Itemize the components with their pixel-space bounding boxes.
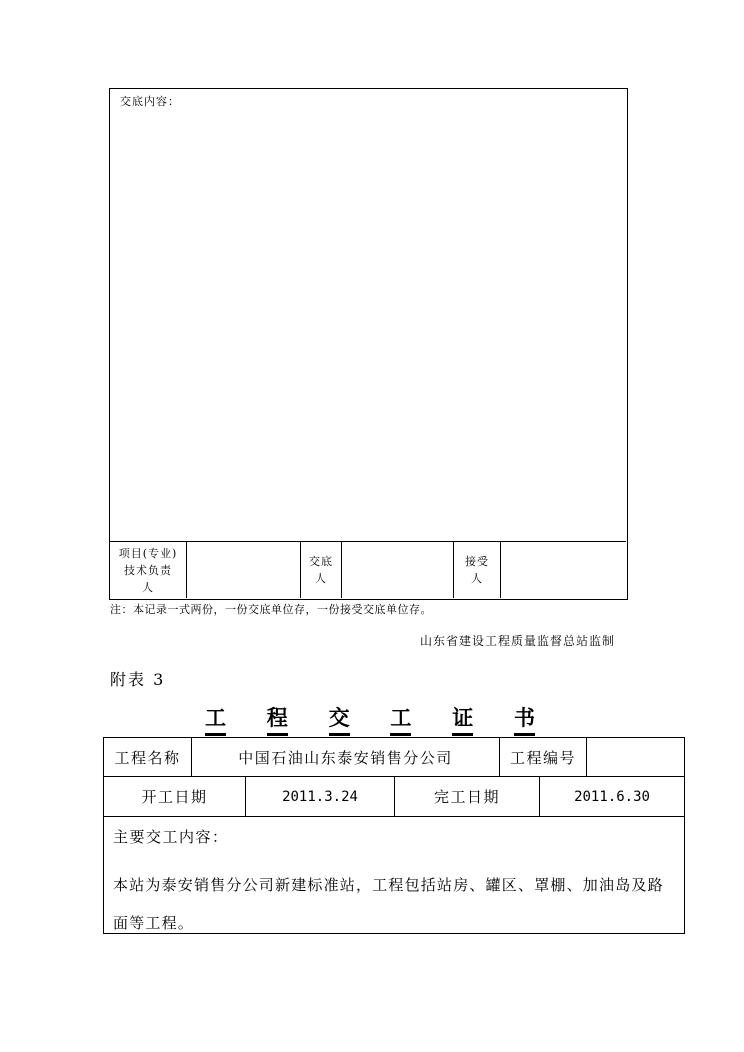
project-number-label: 工程编号 <box>509 748 576 767</box>
handover-record-table <box>109 88 628 600</box>
handover-content-label: 交底内容： <box>120 95 180 108</box>
title-char: 书 <box>514 702 535 736</box>
project-tech-lead-label-line: 人 <box>142 580 154 594</box>
completion-date-value: 2011.6.30 <box>574 788 650 805</box>
project-tech-lead-label-line: 项目(专业) <box>118 546 178 560</box>
row-divider <box>104 816 684 817</box>
signature-row <box>110 541 626 598</box>
main-content-label: 主要交工内容： <box>113 828 229 846</box>
project-name-value: 中国石油山东泰安销售分公司 <box>238 748 453 767</box>
handover-person-label <box>301 542 341 598</box>
completion-certificate-table <box>103 737 685 934</box>
receiver-signature-cell[interactable] <box>501 542 626 598</box>
title-char: 证 <box>452 702 473 736</box>
project-number-value[interactable] <box>587 738 684 776</box>
title-char: 交 <box>329 702 350 736</box>
start-date-label: 开工日期 <box>141 788 208 806</box>
receiver-label-line: 接受 <box>465 555 489 568</box>
project-tech-lead-label-line: 技术负责 <box>124 563 172 577</box>
issuer-line: 山东省建设工程质量监督总站监制 <box>420 634 616 648</box>
title-char: 工 <box>390 702 411 736</box>
project-tech-lead-label <box>110 542 186 598</box>
title-char: 工 <box>205 702 226 736</box>
handover-person-label-line: 交底 <box>309 555 333 568</box>
receiver-label <box>454 542 500 598</box>
record-note: 注：本记录一式两份，一份交底单位存，一份接受交底单位存。 <box>110 603 432 616</box>
project-name-label: 工程名称 <box>114 748 181 767</box>
handover-person-signature-cell[interactable] <box>342 542 453 598</box>
completion-date-label: 完工日期 <box>433 788 500 806</box>
handover-person-label-line: 人 <box>315 572 327 585</box>
title-char: 程 <box>267 702 288 736</box>
attachment-label: 附表 3 <box>110 670 166 689</box>
project-tech-lead-signature-cell[interactable] <box>187 542 300 598</box>
main-content-text: 本站为泰安销售分公司新建标准站，工程包括站房、罐区、罩棚、加油岛及路面等工程。 <box>113 876 664 932</box>
start-date-value: 2011.3.24 <box>282 788 358 805</box>
certificate-title <box>205 704 535 734</box>
receiver-label-line: 人 <box>471 572 483 585</box>
